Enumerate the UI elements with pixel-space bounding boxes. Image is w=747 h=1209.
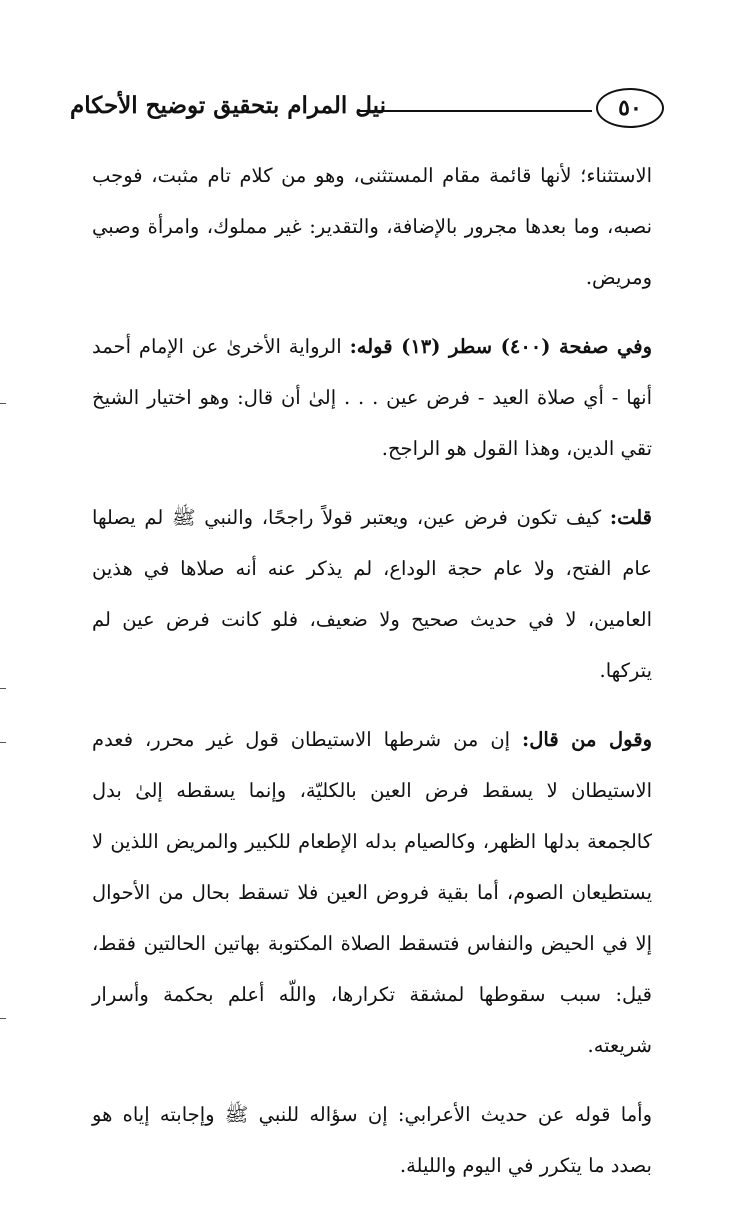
paragraph: [92, 321, 652, 474]
paragraph: [92, 1089, 652, 1191]
header-rule: [358, 110, 592, 112]
paragraph: [92, 492, 652, 696]
page-number-badge: ٥٠: [596, 88, 664, 128]
paragraph-lead: قلت:: [609, 506, 652, 529]
margin-mark: [0, 688, 6, 689]
page-header: [70, 88, 670, 132]
paragraph: [92, 714, 652, 1071]
book-title: نيل المرام بتحقيق توضيح الأحكام: [70, 92, 387, 119]
paragraph: [92, 150, 652, 303]
paragraph-text: إن من شرطها الاستيطان قول غير محرر، فعدم الاستيطان لا يسقط فرض العين بالكليّة، وإنما يسقطه إلىٰ بدل كالجمعة بدلها الظهر، وكالصيام بدله الإطعام للكبير والمريض اللذين لا يستطيعان الصوم، أما بقية فروض العين فلا تسقط بحال من الأحوال إلا في الحيض والنفاس فتسقط الصلاة المكتوبة بهاتين الحالتين فقط، قيل: سبب سقوطها لمشقة تكرارها، واللّه أعلم بحكمة وأسرار شريعته.: [92, 728, 652, 1057]
page-body: [92, 150, 652, 1209]
margin-mark: [0, 403, 6, 404]
paragraph-text: وأما قوله عن حديث الأعرابي: إن سؤاله للنبي ﷺ وإجابته إياه هو بصدد ما يتكرر في اليوم والليلة.: [92, 1103, 652, 1177]
paragraph-text: الرواية الأخرىٰ عن الإمام أحمد أنها - أي صلاة العيد - فرض عين . . . إلىٰ أن قال: وهو اختيار الشيخ تقي الدين، وهذا القول هو الراجح.: [92, 335, 652, 460]
paragraph-lead: وقول من قال:: [522, 728, 652, 751]
margin-mark: [0, 742, 6, 743]
margin-mark: [0, 1018, 6, 1019]
paragraph-text: كيف تكون فرض عين، ويعتبر قولاً راجحًا، والنبي ﷺ لم يصلها عام الفتح، ولا عام حجة الوداع، لم يذكر عنه أنه صلاها في هذين العامين، لا في حديث صحيح ولا ضعيف، فلو كانت فرض عين لم يتركها.: [92, 506, 652, 682]
paragraph-lead: وفي صفحة (٤٠٠) سطر (١٣) قوله:: [349, 335, 653, 358]
paragraph-text: الاستثناء؛ لأنها قائمة مقام المستثنى، وهو من كلام تام مثبت، فوجب نصبه، وما بعدها مجرور بالإضافة، والتقدير: غير مملوك، وامرأة وصبي ومريض.: [92, 164, 652, 289]
